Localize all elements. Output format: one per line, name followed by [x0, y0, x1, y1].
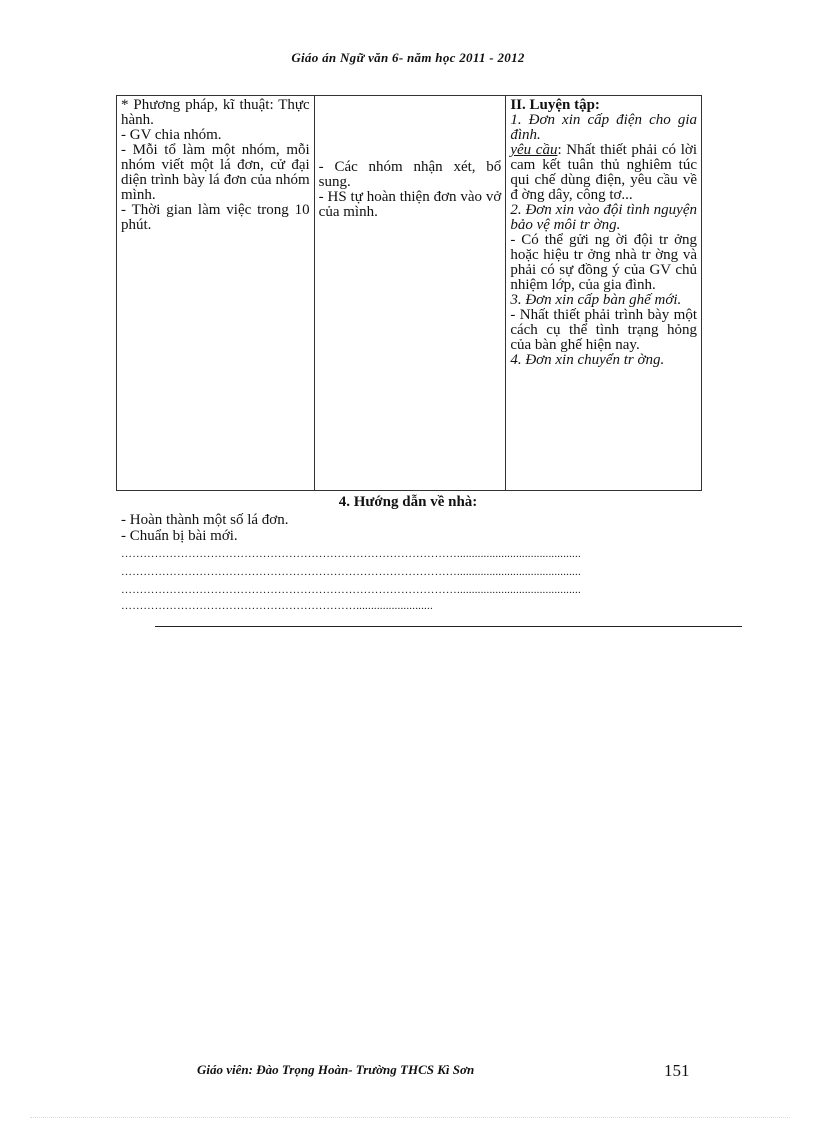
item1-body — [510, 143, 697, 203]
page-bottom-divider — [30, 1117, 790, 1118]
item1-text: : Nhất thiết phải có lời cam kết tuân thủ nghiêm túc qui chế dùng điện, yêu cầu về đ ờng dây, công tơ... — [510, 142, 697, 203]
practice-heading: II. Luyện tập: — [510, 97, 600, 113]
col2-line: - Các nhóm nhận xét, bổ sung. — [318, 159, 502, 190]
col1-line: - GV chia nhóm. — [121, 127, 222, 143]
col2-line: - HS tự hoàn thiện đơn vào vở của mình. — [318, 189, 502, 220]
homework-line: - Chuẩn bị bài mới. — [121, 528, 238, 544]
page-footer: Giáo viên: Đào Trọng Hoàn- Trường THCS Kì Sơn — [197, 1062, 475, 1077]
page-header: Giáo án Ngữ văn 6- năm học 2011 - 2012 — [291, 50, 525, 65]
item4-title: 4. Đơn xin chuyển tr ờng. — [510, 352, 665, 368]
student-activity-cell — [314, 96, 506, 491]
item2-title: 2. Đơn xin vào đội tình nguyện bảo vệ môi tr ờng. — [510, 202, 697, 233]
item1-label: yêu cầu — [510, 142, 558, 158]
homework-line: - Hoàn thành một số lá đơn. — [121, 512, 289, 528]
homework-list — [121, 512, 289, 544]
item1-title: 1. Đơn xin cấp điện cho gia đình. — [510, 112, 697, 143]
item3-title: 3. Đơn xin cấp bàn ghế mới. — [510, 292, 682, 308]
dotted-line: ……………………………………………………………………………….......................................... — [121, 566, 581, 578]
table-row — [117, 96, 702, 491]
lesson-table — [116, 95, 702, 491]
item2-text: - Có thể gửi ng ời đội tr ởng hoặc hiệu tr ởng nhà tr ờng và phải có sự đồng ý của GV chủ nhiệm lớp, của gia đình. — [510, 232, 697, 293]
teacher-activity-cell — [117, 96, 315, 491]
horizontal-rule — [155, 626, 742, 627]
dotted-line: ……………………………………………………….......................... — [121, 600, 433, 612]
dotted-line: ……………………………………………………………………………….......................................... — [121, 584, 581, 596]
page-number: 151 — [664, 1061, 690, 1080]
dotted-line: ……………………………………………………………………………….......................................... — [121, 548, 581, 560]
item3-text: - Nhất thiết phải trình bày một cách cụ thể tình trạng hỏng của bàn ghế hiện nay. — [510, 307, 697, 353]
col1-line: - Mỗi tổ làm một nhóm, mỗi nhóm viết một lá đơn, cử đại diện trình bày lá đơn của nhóm mình. — [121, 142, 310, 203]
section-title: 4. Hướng dẫn về nhà: — [338, 494, 478, 510]
col1-line: * Phương pháp, kĩ thuật: Thực hành. — [121, 97, 310, 128]
content-cell — [506, 96, 702, 491]
col1-line: - Thời gian làm việc trong 10 phút. — [121, 202, 310, 233]
